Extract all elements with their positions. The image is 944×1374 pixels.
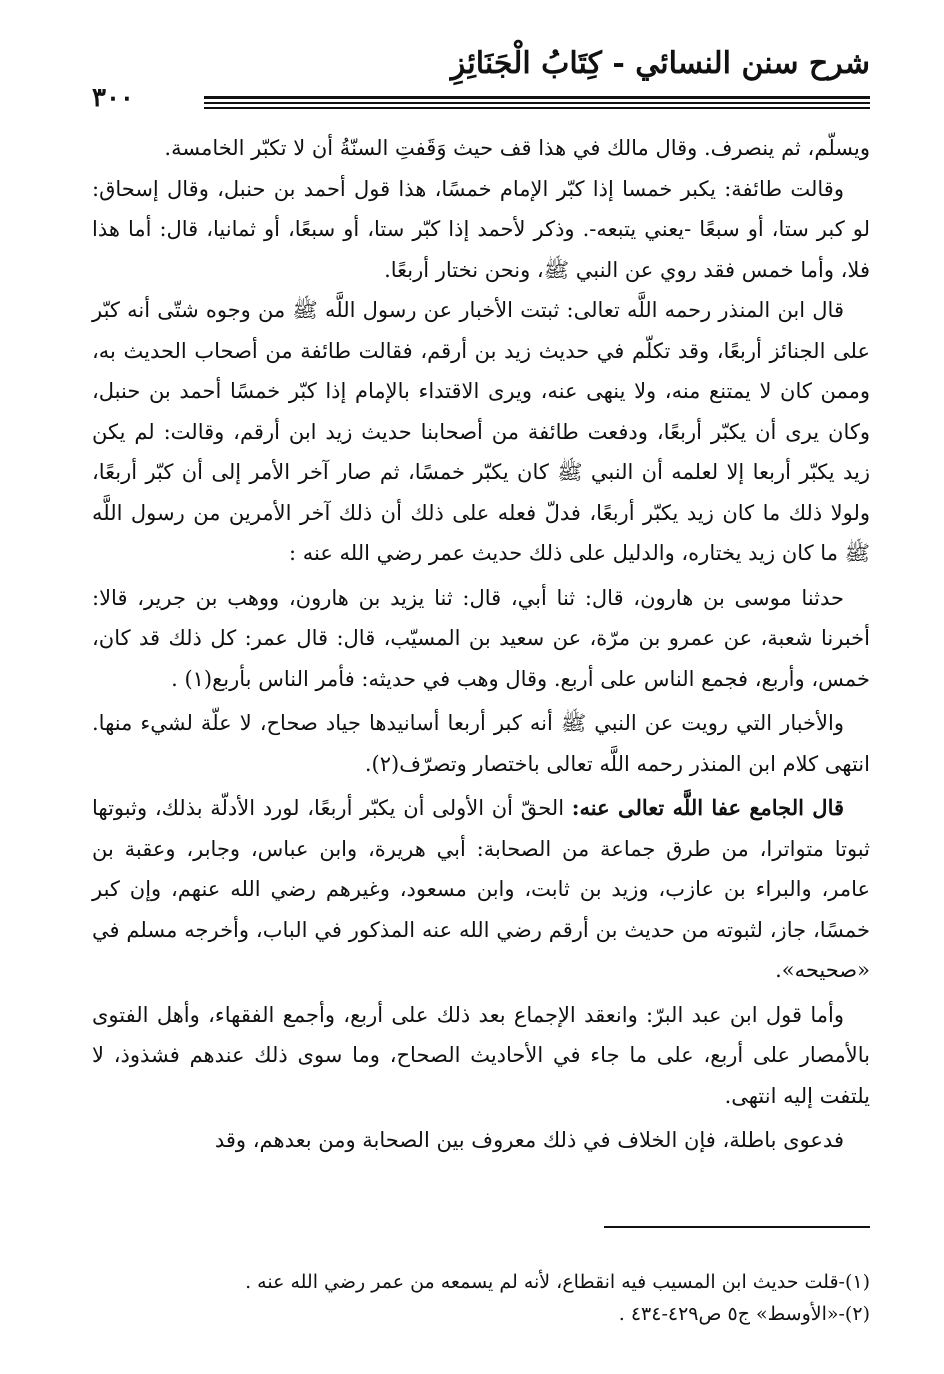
jami-text: الحقّ أن الأولى أن يكبّر أربعًا، لورد الأدلّة بذلك، وثبوتها ثبوتا متواترا، من طرق جماعة من الصحابة: أبي هريرة، وابن عباس، وجابر، وعقبة بن عامر، والبراء بن عازب، وزيد بن ثابت، وابن مسعود، وغيرهم رضي الله عنهم، وإن كبر خمسًا، جاز، لثبوته من حديث بن أرقم رضي الله عنه المذكور في الباب، وأخرجه مسلم في «صحيحه». — [92, 796, 870, 982]
header-rule — [204, 96, 870, 112]
header-rule-line — [204, 107, 870, 109]
jami-paragraph — [92, 788, 870, 991]
paragraph: حدثنا موسى بن هارون، قال: ثنا أبي، قال: ثنا يزيد بن هارون، ووهب بن جرير، قالا: أخبرنا شعبة، عن عمرو بن مرّة، عن سعيد بن المسيّب، قال: قال عمر: كل ذلك قد كان، خمس، وأربع، فجمع الناس على أربع. وقال وهب في حديثه: فأمر الناس بأربع(١) . — [92, 585, 870, 691]
paragraph: ويسلّم، ثم ينصرف. وقال مالك في هذا قف حيث وَقَفتِ السنّةُ أن لا تكبّر الخامسة. — [164, 136, 870, 160]
footnote-2: (٢)-«الأوسط» ج٥ ص٤٢٩-٤٣٤ . — [618, 1303, 870, 1325]
footnote-separator — [604, 1226, 870, 1228]
footnotes — [92, 1266, 870, 1330]
main-text — [92, 128, 870, 1161]
paragraph: وقالت طائفة: يكبر خمسا إذا كبّر الإمام خمسًا، هذا قول أحمد بن حنبل، وقال إسحاق: لو كبر ستا، أو سبعًا -يعني يتبعه-. وذكر لأحمد إذا كبّر ستا، أو سبعًا، أو ثمانيا، قال: أما هذا فلا، وأما خمس فقد روي عن النبي ﷺ، ونحن نختار أربعًا. — [92, 176, 870, 282]
paragraph: فدعوى باطلة، فإن الخلاف في ذلك معروف بين الصحابة ومن بعدهم، وقد — [214, 1128, 844, 1152]
paragraph: وأما قول ابن عبد البرّ: وانعقد الإجماع بعد ذلك على أربع، وأجمع الفقهاء، وأهل الفتوى بالأمصار على أربع، على ما جاء في الأحاديث الصحاح، وما سوى ذلك عندهم فشذوذ، لا يلتفت إليه انتهى. — [92, 1002, 870, 1108]
header-rule-line — [204, 96, 870, 99]
running-title: شرح سنن النسائي - كِتَابُ الْجَنَائِزِ — [450, 46, 870, 81]
paragraph: قال ابن المنذر رحمه اللَّه تعالى: ثبتت الأخبار عن رسول اللَّه ﷺ من وجوه شتّى أنه كبّر على الجنائز أربعًا، وقد تكلّم في حديث زيد بن أرقم، فقالت طائفة من أصحاب الحديث به، وممن كان لا يمتنع منه، ولا ينهى عنه، ويرى الاقتداء بالإمام إذا كبّر خمسًا أحمد بن حنبل، وكان يرى أن يكبّر أربعًا، ودفعت طائفة من أصحابنا حديث زيد ابن أرقم، وقالت: لم يكن زيد يكبّر أربعا إلا لعلمه أن النبي ﷺ كان يكبّر خمسًا، ثم صار آخر الأمر إلى أن كبّر أربعًا، ولولا ذلك ما كان زيد يكبّر أربعًا، فدلّ فعله على ذلك أن ذلك آخر الأمرين من رسول اللَّه ﷺ ما كان زيد يختاره، والدليل على ذلك حديث عمر رضي الله عنه : — [92, 298, 870, 565]
jami-lead: قال الجامع عفا اللَّه تعالى عنه: — [571, 795, 845, 820]
header-rule-line — [204, 102, 870, 104]
paragraph: والأخبار التي رويت عن النبي ﷺ أنه كبر أربعا أسانيدها جياد صحاح، لا علّة لشيء منها. انتهى كلام ابن المنذر رحمه اللَّه تعالى باختصار وتصرّف(٢). — [92, 711, 870, 776]
page-number: ٣٠٠ — [92, 83, 134, 113]
footnote-1: (١)-قلت حديث ابن المسيب فيه انقطاع، لأنه لم يسمعه من عمر رضي الله عنه . — [245, 1271, 870, 1293]
page-header — [92, 44, 870, 113]
